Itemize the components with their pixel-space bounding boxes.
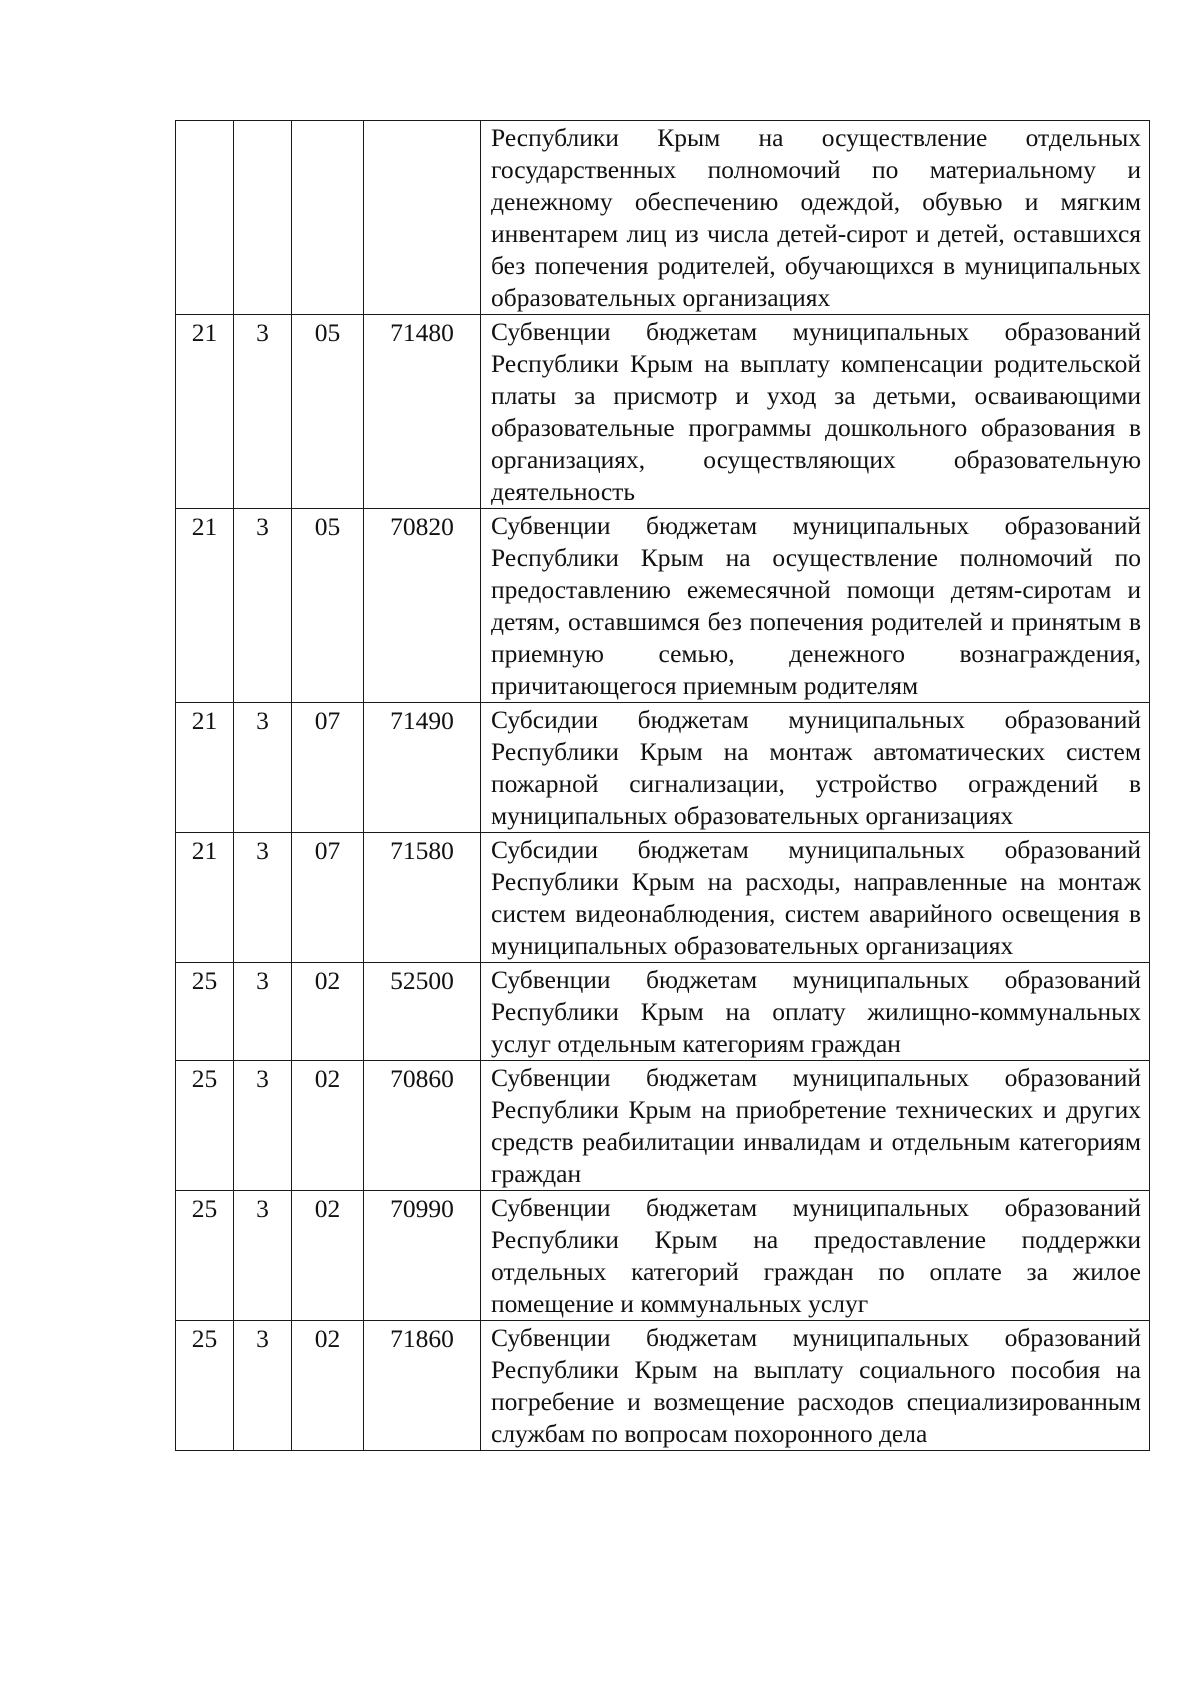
description-cell: Субвенции бюджетам муниципальных образований Республики Крым на выплату компенсации родительской платы за присмотр и уход за детьми, осваивающими образовательные программы дошкольного образования в организациях, осуществляющих образовательную деятельность	[481, 315, 1150, 509]
description-cell: Субсидии бюджетам муниципальных образований Республики Крым на монтаж автоматических систем пожарной сигнализации, устройство ограждений в муниципальных образовательных организациях	[481, 703, 1150, 833]
table-row	[176, 703, 1150, 833]
table-row	[176, 1191, 1150, 1321]
description-cell: Субвенции бюджетам муниципальных образований Республики Крым на осуществление полномочий по предоставлению ежемесячной помощи детям-сиротам и детям, оставшимся без попечения родителей и принятым в приемную семью, денежного вознаграждения, причитающегося приемным родителям	[481, 509, 1150, 703]
code-cell: 25	[176, 1321, 234, 1451]
code-cell: 3	[234, 703, 292, 833]
table-row	[176, 1321, 1150, 1451]
code-cell: 02	[292, 1061, 364, 1191]
code-cell: 70990	[364, 1191, 481, 1321]
code-cell	[364, 121, 481, 315]
code-cell: 02	[292, 963, 364, 1061]
code-cell: 05	[292, 315, 364, 509]
code-cell	[292, 121, 364, 315]
table-row	[176, 833, 1150, 963]
table-row	[176, 1061, 1150, 1191]
code-cell: 3	[234, 315, 292, 509]
code-cell: 52500	[364, 963, 481, 1061]
code-cell: 3	[234, 963, 292, 1061]
code-cell: 21	[176, 315, 234, 509]
table-row	[176, 315, 1150, 509]
budget-table	[175, 120, 1150, 1451]
code-cell: 07	[292, 703, 364, 833]
code-cell	[176, 121, 234, 315]
description-cell: Субсидии бюджетам муниципальных образований Республики Крым на расходы, направленные на монтаж систем видеонаблюдения, систем аварийного освещения в муниципальных образовательных организациях	[481, 833, 1150, 963]
code-cell: 05	[292, 509, 364, 703]
code-cell: 3	[234, 1191, 292, 1321]
description-cell: Республики Крым на осуществление отдельных государственных полномочий по материальному и денежному обеспечению одеждой, обувью и мягким инвентарем лиц из числа детей-сирот и детей, оставшихся без попечения родителей, обучающихся в муниципальных образовательных организациях	[481, 121, 1150, 315]
code-cell: 71490	[364, 703, 481, 833]
code-cell: 3	[234, 1061, 292, 1191]
code-cell: 3	[234, 509, 292, 703]
description-cell: Субвенции бюджетам муниципальных образований Республики Крым на предоставление поддержки отдельных категорий граждан по оплате за жилое помещение и коммунальных услуг	[481, 1191, 1150, 1321]
code-cell: 02	[292, 1191, 364, 1321]
code-cell: 71580	[364, 833, 481, 963]
code-cell: 25	[176, 1191, 234, 1321]
code-cell: 07	[292, 833, 364, 963]
code-cell: 25	[176, 1061, 234, 1191]
table-row	[176, 121, 1150, 315]
description-cell: Субвенции бюджетам муниципальных образований Республики Крым на приобретение технических и других средств реабилитации инвалидам и отдельным категориям граждан	[481, 1061, 1150, 1191]
code-cell: 21	[176, 833, 234, 963]
code-cell: 25	[176, 963, 234, 1061]
code-cell: 3	[234, 833, 292, 963]
code-cell: 71480	[364, 315, 481, 509]
code-cell: 3	[234, 1321, 292, 1451]
budget-table-body	[176, 121, 1150, 1451]
code-cell: 70860	[364, 1061, 481, 1191]
description-cell: Субвенции бюджетам муниципальных образований Республики Крым на оплату жилищно-коммунальных услуг отдельным категориям граждан	[481, 963, 1150, 1061]
table-row	[176, 509, 1150, 703]
code-cell: 02	[292, 1321, 364, 1451]
code-cell	[234, 121, 292, 315]
table-row	[176, 963, 1150, 1061]
description-cell: Субвенции бюджетам муниципальных образований Республики Крым на выплату социального пособия на погребение и возмещение расходов специализированным службам по вопросам похоронного дела	[481, 1321, 1150, 1451]
code-cell: 70820	[364, 509, 481, 703]
code-cell: 71860	[364, 1321, 481, 1451]
code-cell: 21	[176, 703, 234, 833]
code-cell: 21	[176, 509, 234, 703]
